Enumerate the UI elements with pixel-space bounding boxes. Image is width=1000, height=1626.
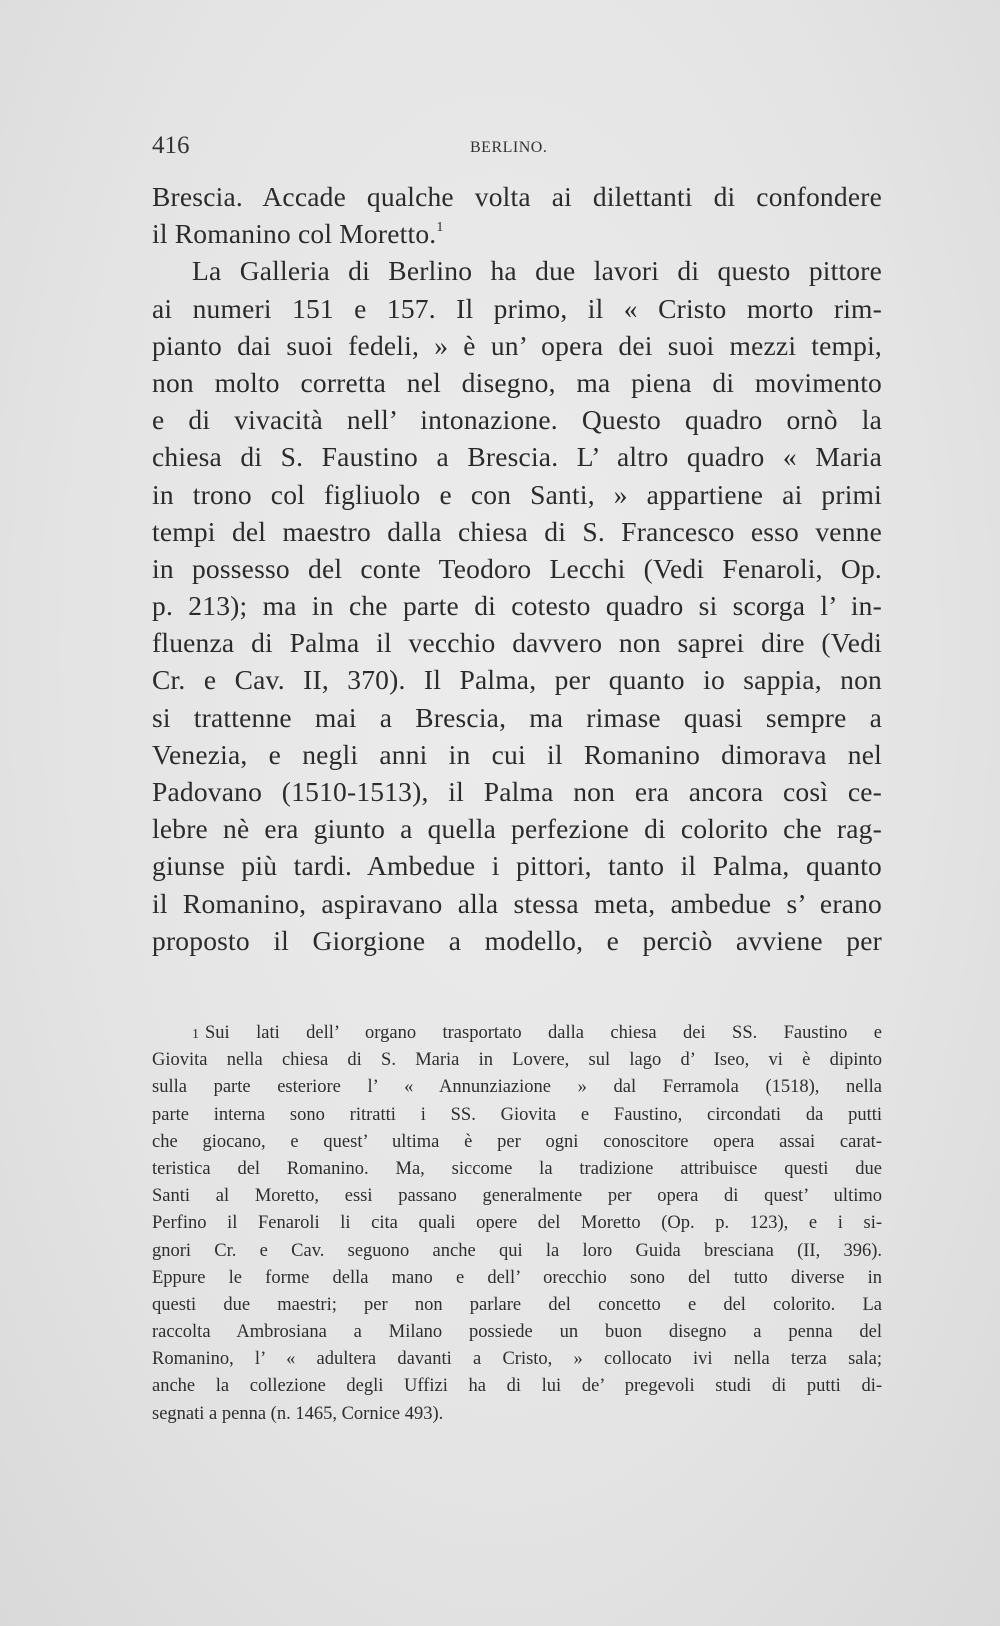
text-line: Venezia, e negli anni in cui il Romanino dimorava nel — [152, 738, 882, 770]
text-line: e di vivacità nell’ intonazione. Questo quadro ornò la — [152, 404, 882, 436]
text-line: pianto dai suoi fedeli, » è un’ opera dei suoi mezzi tempi, — [152, 329, 882, 361]
footnote-line: gnori Cr. e Cav. seguono anche qui la loro Guida bresciana (II, 396). — [152, 1240, 882, 1261]
text-line: proposto il Giorgione a modello, e perciò avviene per — [152, 924, 882, 956]
text-line: giunse più tardi. Ambedue i pittori, tanto il Palma, quanto — [152, 850, 882, 882]
footnote-line: Perfino il Fenaroli li cita quali opere del Moretto (Op. p. 123), e i si- — [152, 1213, 882, 1234]
footnote-line: teristica del Romanino. Ma, siccome la tradizione attribuisce questi due — [152, 1158, 882, 1179]
footnote-line: 1 Sui lati dell’ organo trasportato dalla chiesa dei SS. Faustino e — [192, 1023, 882, 1043]
text-line: il Romanino, aspiravano alla stessa meta, ambedue s’ erano — [152, 887, 882, 919]
text-line: in trono col figliuolo e con Santi, » appartiene ai primi — [152, 478, 882, 510]
footnote-line: Romanino, l’ « adultera davanti a Cristo, » collocato ivi nella terza sala; — [152, 1349, 882, 1370]
footnote-line: sulla parte esteriore l’ « Annunziazione » dal Ferramola (1518), nella — [152, 1077, 882, 1098]
footnote-line: anche la collezione degli Uffizi ha di lui de’ pregevoli studi di putti di- — [152, 1376, 882, 1397]
text-line: La Galleria di Berlino ha due lavori di questo pittore — [192, 255, 882, 287]
text-line: si trattenne mai a Brescia, ma rimase quasi sempre a — [152, 701, 882, 733]
footnote — [152, 1020, 882, 1428]
footnote-line: Santi al Moretto, essi passano generalmente per opera di quest’ ultimo — [152, 1186, 882, 1207]
footnote-line: raccolta Ambrosiana a Milano possiede un buon disegno a penna del — [152, 1322, 882, 1343]
text-line: ai numeri 151 e 157. Il primo, il « Cristo morto rim- — [152, 292, 882, 324]
page-header — [152, 132, 882, 166]
text-line: chiesa di S. Faustino a Brescia. L’ altro quadro « Maria — [152, 441, 882, 473]
text-line: Cr. e Cav. II, 370). Il Palma, per quanto io sappia, non — [152, 664, 882, 696]
footnote-line: Eppure le forme della mano e dell’ orecchio sono del tutto diverse in — [152, 1267, 882, 1288]
text-line: Brescia. Accade qualche volta ai dilettanti di confondere — [152, 181, 882, 212]
running-title: BERLINO. — [470, 139, 548, 156]
footnote-reference[interactable]: 1 — [436, 220, 444, 236]
footnote-line: parte interna sono ritratti i SS. Giovita e Faustino, circondati da putti — [152, 1104, 882, 1125]
page-number: 416 — [152, 132, 190, 159]
footnote-line: che giocano, e quest’ ultima è per ogni conoscitore opera assai carat- — [152, 1131, 882, 1152]
text-line: lebre nè era giunto a quella perfezione di colorito che rag- — [152, 813, 882, 845]
text-line: p. 213); ma in che parte di cotesto quadro si scorga l’ in- — [152, 590, 882, 622]
text-line: tempi del maestro dalla chiesa di S. Francesco esso venne — [152, 515, 882, 547]
footnote-line: segnati a penna (n. 1465, Cornice 493). — [152, 1403, 444, 1424]
text-line: in possesso del conte Teodoro Lecchi (Vedi Fenaroli, Op. — [152, 552, 882, 584]
footnote-line: Giovita nella chiesa di S. Maria in Lovere, sul lago d’ Iseo, vi è dipinto — [152, 1050, 882, 1071]
footnote-number: 1 — [192, 1027, 199, 1042]
footnote-line: questi due maestri; per non parlare del concetto e del colorito. La — [152, 1294, 882, 1315]
text-line: fluenza di Palma il vecchio davvero non saprei dire (Vedi — [152, 627, 882, 659]
text-line: Padovano (1510-1513), il Palma non era ancora così ce- — [152, 776, 882, 807]
text-line: il Romanino col Moretto.$^1$ — [152, 218, 444, 250]
body-text — [152, 178, 882, 959]
text-line: non molto corretta nel disegno, ma piena di movimento — [152, 366, 882, 398]
